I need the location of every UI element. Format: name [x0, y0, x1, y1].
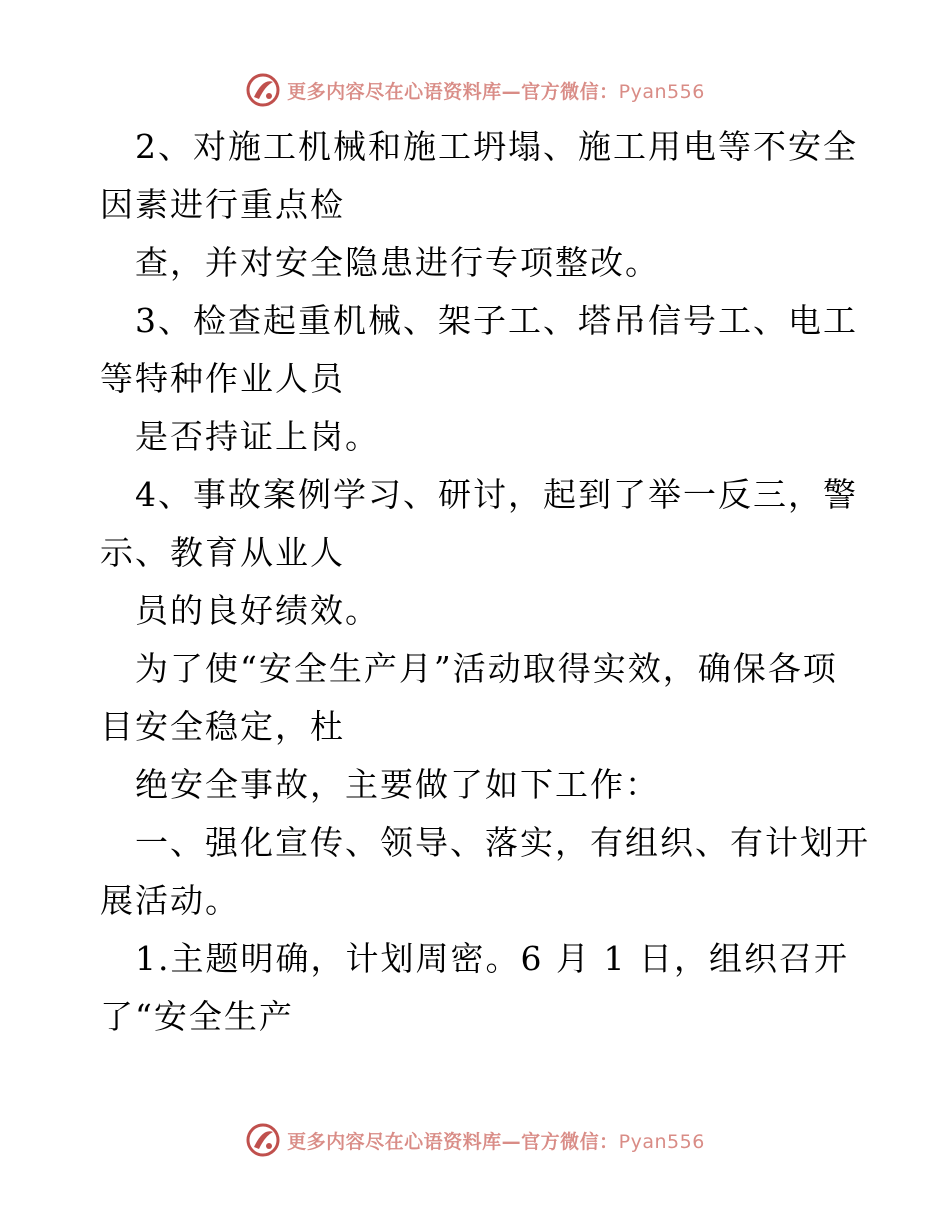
text-line: 4、事故案例学习、研讨，起到了举一反三，警 — [135, 475, 858, 514]
text-line: 展活动。 — [100, 881, 240, 920]
text-line: 是否持证上岗。 — [135, 417, 380, 456]
text-line: 查，并对安全隐患进行专项整改。 — [135, 243, 660, 282]
watermark-label: 更多内容尽在心语资料库—官方微信： — [287, 1130, 619, 1153]
text-line: 3、检查起重机械、架子工、塔吊信号工、电工 — [135, 301, 858, 340]
text-line: 因素进行重点检 — [100, 185, 345, 224]
document-body — [100, 118, 870, 1046]
brand-logo-icon — [245, 72, 281, 108]
watermark-label: 更多内容尽在心语资料库—官方微信： — [287, 80, 619, 103]
text-line: 2、对施工机械和施工坍塌、施工用电等不安全 — [135, 127, 858, 166]
text-line: 员的良好绩效。 — [135, 591, 380, 630]
text-line: 一、强化宣传、领导、落实，有组织、有计划开 — [135, 823, 870, 862]
watermark-text — [287, 1127, 705, 1154]
text-line: 了“安全生产 — [100, 997, 294, 1036]
watermark-wechat-id: Pyan556 — [618, 80, 705, 103]
header-watermark — [0, 70, 950, 110]
text-line: 为了使“安全生产月”活动取得实效，确保各项 — [135, 649, 838, 688]
watermark-wechat-id: Pyan556 — [618, 1130, 705, 1153]
text-line: 目安全稳定，杜 — [100, 707, 345, 746]
brand-logo-icon — [245, 1122, 281, 1158]
text-line: 示、教育从业人 — [100, 533, 345, 572]
text-line: 等特种作业人员 — [100, 359, 345, 398]
text-line: 1.主题明确，计划周密。6 月 1 日，组织召开 — [135, 939, 849, 978]
watermark-text — [287, 77, 705, 104]
footer-watermark — [0, 1120, 950, 1160]
text-line: 绝安全事故，主要做了如下工作： — [135, 765, 660, 804]
